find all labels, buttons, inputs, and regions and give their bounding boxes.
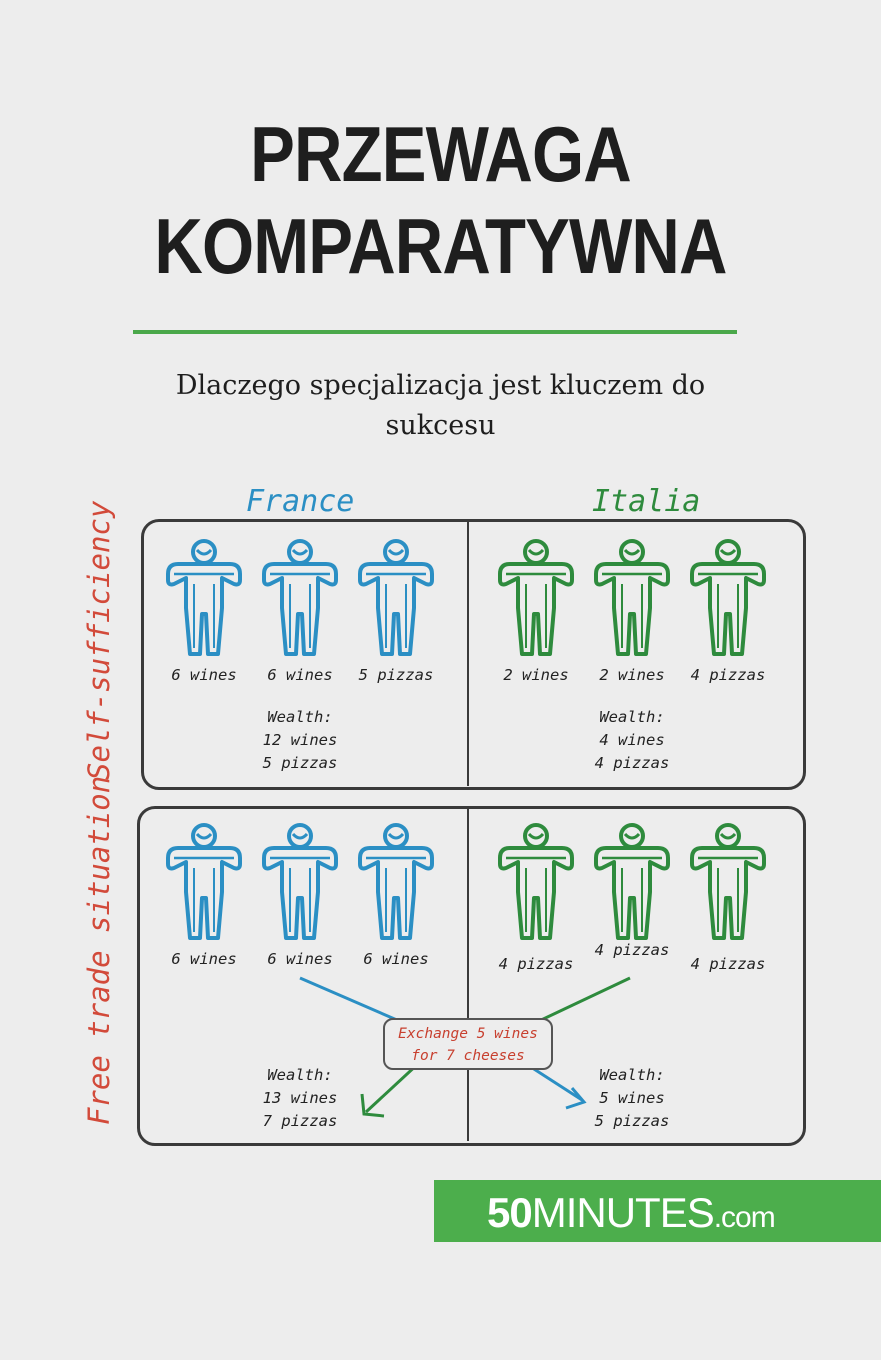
production-label: 4 pizzas [690,666,766,684]
wealth-summary-italia: Wealth: 5 wines 5 pizzas [594,1066,670,1130]
production-label: 6 wines [363,950,429,968]
production-label: 2 wines [599,666,665,684]
wealth-summary-france: Wealth: 13 wines 7 pizzas [262,1066,338,1130]
exchange-line-1: Exchange 5 wines [398,1026,538,1042]
subtitle-line-1: Dlaczego specjalizacja jest kluczem do [175,370,706,401]
country-label-italia: Italia [592,484,701,519]
title-line-2: KOMPARATYWNA [154,202,727,290]
production-label: 4 pizzas [594,941,670,959]
wealth-summary-italia: Wealth: 4 wines 4 pizzas [594,708,670,772]
logo-name: MINUTES [531,1189,714,1236]
publisher-logo [434,1180,881,1242]
production-label: 6 wines [267,666,333,684]
subtitle-line-2: sukcesu [385,410,496,441]
production-label: 2 wines [503,666,569,684]
production-label: 4 pizzas [690,955,766,973]
wealth-summary-france: Wealth: 12 wines 5 pizzas [262,708,338,772]
production-label: 6 wines [171,950,237,968]
logo-suffix: .com [713,1201,775,1234]
country-label-france: France [246,484,355,519]
logo-number: 50 [487,1189,532,1236]
title-line-1: PRZEWAGA [250,110,631,198]
production-label: 6 wines [267,950,333,968]
row-label-self-sufficiency: Self-sufficiency [82,500,116,780]
production-label: 4 pizzas [498,955,574,973]
production-label: 5 pizzas [358,666,434,684]
row-label-free-trade: Free trade situation [82,775,116,1125]
exchange-line-2: for 7 cheeses [411,1048,525,1064]
exchange-box [383,1018,553,1070]
production-label: 6 wines [171,666,237,684]
